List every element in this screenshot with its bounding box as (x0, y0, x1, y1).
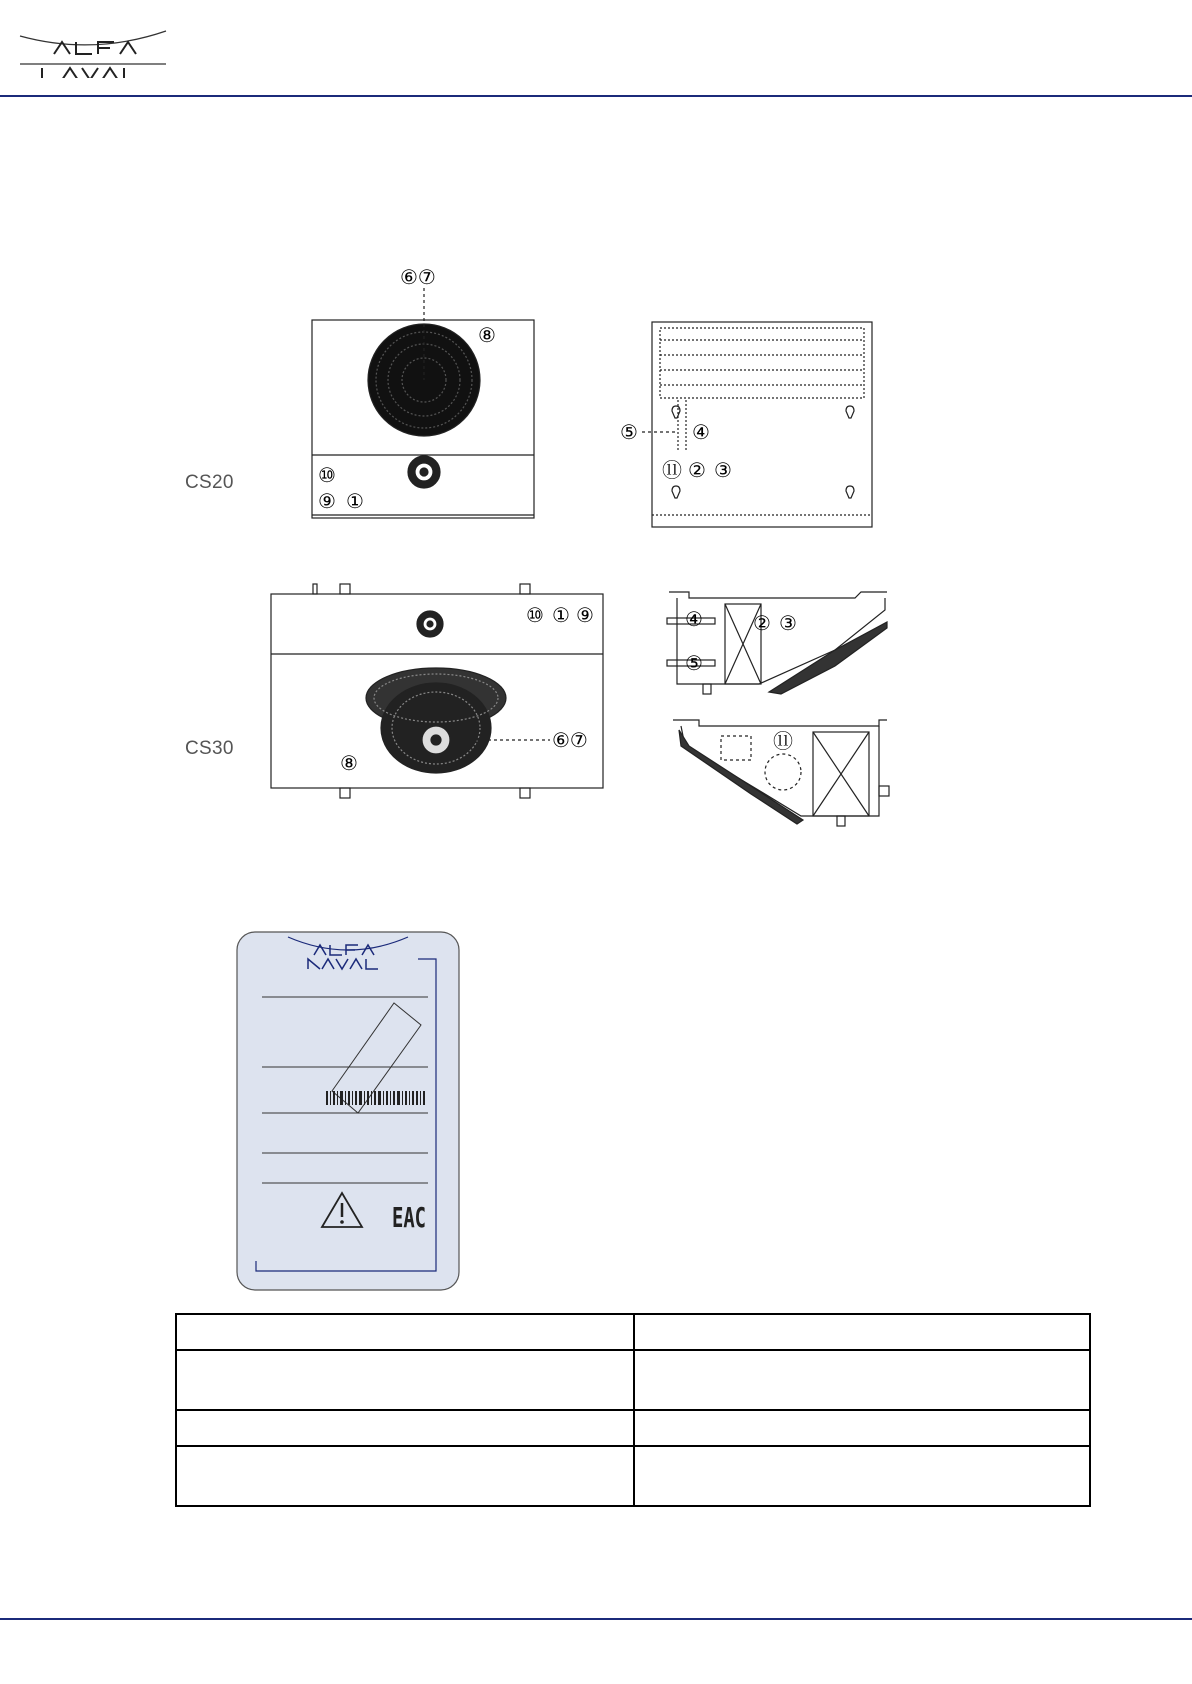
table-cell (176, 1314, 634, 1350)
cs30-side-bottom-marker: ⑪ (773, 729, 793, 753)
cs30-front-marker: ⑥⑦ (552, 728, 588, 752)
cs20-side-marker: ⑤ (620, 420, 638, 444)
table-cell (176, 1446, 634, 1506)
cs20-side-drawing (620, 310, 885, 530)
cs20-front-marker: ⑨ (318, 489, 336, 513)
table-cell (634, 1350, 1090, 1410)
table-cell (634, 1410, 1090, 1446)
cs30-side-top-drawing (665, 588, 895, 698)
cs30-front-drawing (268, 580, 613, 805)
cs20-front-drawing (300, 260, 550, 530)
alfa-laval-logo (18, 28, 168, 78)
cs20-side-marker: ⑪ (662, 458, 682, 482)
table-row (176, 1350, 1090, 1410)
cs30-front-marker: ⑧ (340, 751, 358, 775)
cs30-side-top-marker: ② (753, 611, 771, 635)
table-cell (176, 1350, 634, 1410)
cs20-front-marker: ⑩ (318, 463, 336, 487)
cs20-side-marker: ② (688, 458, 706, 482)
cs20-side-marker: ④ (692, 420, 710, 444)
cs30-side-top-marker: ⑤ (685, 651, 703, 675)
cs20-side-marker: ③ (714, 458, 732, 482)
header-rule (0, 95, 1192, 97)
model-label-cs30: CS30 (185, 738, 234, 759)
table-cell (634, 1314, 1090, 1350)
nameplate-label (236, 931, 462, 1293)
cs30-side-top-marker: ③ (779, 611, 797, 635)
cs30-front-marker: ⑩ (526, 603, 544, 627)
table-row (176, 1446, 1090, 1506)
cs30-side-bottom-drawing (665, 716, 895, 836)
cs20-front-marker: ① (346, 489, 364, 513)
spec-table (175, 1313, 1091, 1507)
table-cell (176, 1410, 634, 1446)
table-row (176, 1314, 1090, 1350)
cs30-front-marker: ⑨ (576, 603, 594, 627)
eac-mark: EAC (392, 1201, 426, 1234)
cs30-side-top-marker: ④ (685, 607, 703, 631)
cs20-front-marker: ⑧ (478, 323, 496, 347)
model-label-cs20: CS20 (185, 472, 234, 493)
table-row (176, 1410, 1090, 1446)
cs20-front-marker: ⑥⑦ (400, 265, 436, 289)
footer-rule (0, 1618, 1192, 1620)
table-cell (634, 1446, 1090, 1506)
cs30-front-marker: ① (552, 603, 570, 627)
